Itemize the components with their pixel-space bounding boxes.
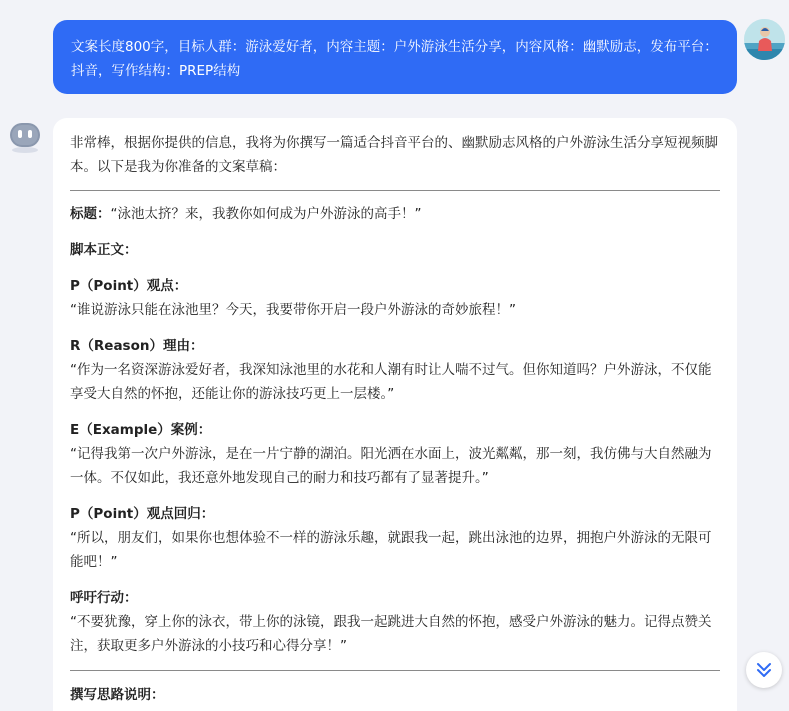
assistant-message-bubble [53, 118, 737, 711]
title-label: 标题： [70, 206, 111, 222]
section-reason [70, 334, 720, 406]
explanation-heading: 撰写思路说明： [70, 687, 165, 703]
section-heading: P（Point）观点： [70, 278, 188, 294]
title-text: “泳池太挤？来，我教你如何成为户外游泳的高手！” [110, 206, 422, 222]
robot-avatar-icon [7, 119, 43, 155]
section-text: “所以，朋友们，如果你也想体验不一样的游泳乐趣，就跟我一起，跳出泳池的边界，拥抱户外游泳的无限可能吧！” [70, 530, 712, 570]
double-chevron-down-icon [754, 660, 774, 680]
scroll-to-bottom-button[interactable] [746, 652, 782, 688]
script-title-line [70, 202, 720, 226]
section-heading: 呼吁行动： [70, 590, 138, 606]
section-call-to-action [70, 586, 720, 658]
assistant-avatar [7, 119, 43, 155]
user-message-bubble [53, 20, 737, 94]
section-heading: P（Point）观点回归： [70, 506, 215, 522]
section-heading: R（Reason）理由： [70, 338, 204, 354]
divider [70, 190, 720, 191]
section-point-return [70, 502, 720, 574]
user-avatar[interactable] [744, 19, 785, 60]
divider [70, 670, 720, 671]
section-text: “记得我第一次户外游泳，是在一片宁静的湖泊。阳光洒在水面上，波光粼粼，那一刻，我仿佛与大自然融为一体。不仅如此，我还意外地发现自己的耐力和技巧都有了显著提升。” [70, 446, 712, 486]
assistant-intro-text: 非常棒，根据你提供的信息，我将为你撰写一篇适合抖音平台的、幽默励志风格的户外游泳生活分享短视频脚本。以下是我为你准备的文案草稿： [70, 135, 718, 175]
section-text: “作为一名资深游泳爱好者，我深知泳池里的水花和人潮有时让人喘不过气。但你知道吗？户外游泳，不仅能享受大自然的怀抱，还能让你的游泳技巧更上一层楼。” [70, 362, 712, 402]
user-avatar-swimmer-icon [744, 19, 785, 60]
body-heading: 脚本正文： [70, 242, 138, 258]
section-text: “不要犹豫，穿上你的泳衣，带上你的泳镜，跟我一起跳进大自然的怀抱，感受户外游泳的魅力。记得点赞关注，获取更多户外游泳的小技巧和心得分享！” [70, 614, 712, 654]
section-example [70, 418, 720, 490]
section-heading: E（Example）案例： [70, 422, 212, 438]
section-text: “谁说游泳只能在泳池里？今天，我要带你开启一段户外游泳的奇妙旅程！” [70, 302, 516, 318]
section-point [70, 274, 720, 322]
user-message-text: 文案长度800字，目标人群：游泳爱好者，内容主题：户外游泳生活分享，内容风格：幽默励志，发布平台：抖音，写作结构：PREP结构 [71, 39, 718, 79]
